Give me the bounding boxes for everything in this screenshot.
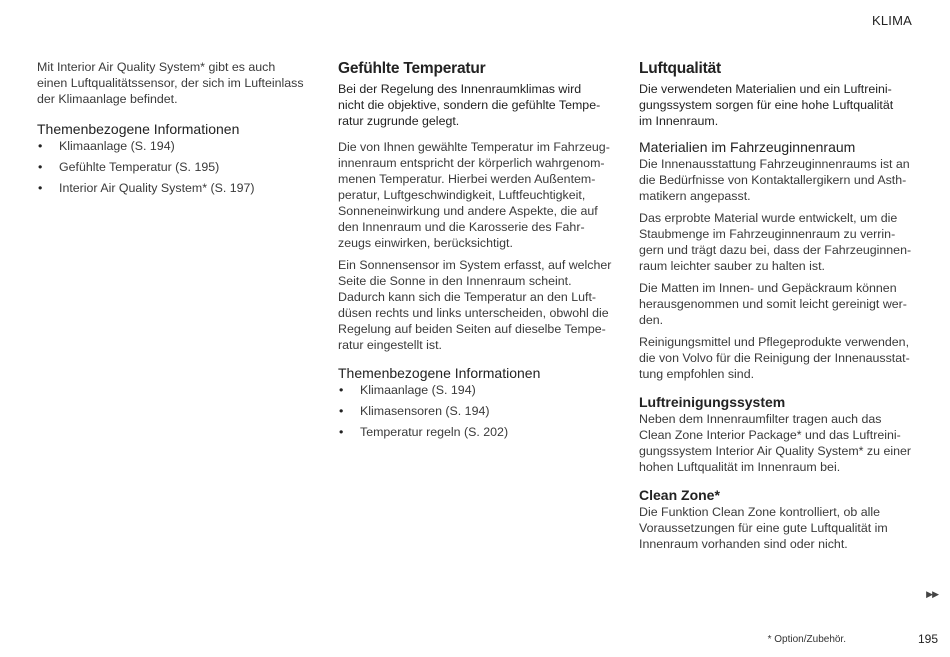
related-link-klimasensoren[interactable]: • Klimasensoren (S. 194)	[338, 403, 614, 419]
lead-paragraph: Die verwendeten Materialien und ein Luftreini- gungssystem sorgen für eine hohe Luftqualität im Innenraum.	[639, 82, 894, 128]
subheading-luftreinigungssystem: Luftreinigungssystem	[639, 394, 786, 410]
lead-paragraph: Bei der Regelung des Innenraumklimas wird nicht die objektive, sondern die gefühlte Tempe- ratur zugrunde gelegt.	[338, 82, 601, 128]
subheading-clean-zone: Clean Zone*	[639, 487, 720, 503]
column-left	[37, 58, 309, 201]
related-info-list	[37, 138, 309, 196]
body-paragraph: Ein Sonnensensor im System erfasst, auf welcher Seite die Sonne in den Innenraum scheint. Dadurch kann sich die Temperatur an den Luft- düsen rechts und links unterscheiden, obwohl die Regelung auf beiden Seiten auf dieselbe Tempe- ratur eingestellt ist.	[338, 258, 612, 352]
related-link-interior-air-quality[interactable]: • Interior Air Quality System* (S. 197)	[37, 180, 309, 196]
related-link-klimaanlage[interactable]: • Klimaanlage (S. 194)	[37, 138, 309, 154]
intro-paragraph: Mit Interior Air Quality System* gibt es auch einen Luftqualitätssensor, der sich im Lufteinlass der Klimaanlage befindet.	[37, 60, 304, 106]
related-info-heading: Themenbezogene Informationen	[37, 121, 240, 137]
subheading-materialien: Materialien im Fahrzeuginnenraum	[639, 139, 856, 155]
body-paragraph: Die Innenausstattung Fahrzeuginnenraums ist an die Bedürfnisse von Kontaktallergikern und Asth- matikern angepasst.	[639, 157, 910, 203]
section-heading-gefuehlte-temperatur: Gefühlte Temperatur	[338, 60, 486, 77]
continue-arrows-icon: ▶▶	[926, 589, 938, 599]
column-middle	[338, 58, 614, 445]
footnote: * Option/Zubehör.	[767, 634, 846, 645]
page-number: 195	[917, 632, 938, 646]
related-info-heading: Themenbezogene Informationen	[338, 365, 541, 381]
body-paragraph: Die Matten im Innen- und Gepäckraum können herausgenommen und somit leicht gereinigt wer- den.	[639, 281, 907, 327]
section-heading-luftqualitaet: Luftqualität	[639, 60, 721, 77]
section-title: KLIMA	[871, 13, 912, 28]
body-paragraph: Neben dem Innenraumfilter tragen auch das Clean Zone Interior Package* und das Luftreini- gungssystem Interior Air Quality System* zu einer hohen Luftqualität im Innenraum bei.	[639, 412, 912, 474]
body-paragraph: Die Funktion Clean Zone kontrolliert, ob alle Voraussetzungen für eine gute Luftqualität im Innenraum vorhanden sind oder nicht.	[639, 505, 888, 551]
related-link-klimaanlage[interactable]: • Klimaanlage (S. 194)	[338, 382, 614, 398]
related-link-temperatur-regeln[interactable]: • Temperatur regeln (S. 202)	[338, 424, 614, 440]
related-link-gefuehlte-temperatur[interactable]: • Gefühlte Temperatur (S. 195)	[37, 159, 309, 175]
body-paragraph: Reinigungsmittel und Pflegeprodukte verwenden, die von Volvo für die Reinigung der Innenausstat- tung empfohlen sind.	[639, 335, 910, 381]
body-paragraph: Die von Ihnen gewählte Temperatur im Fahrzeug- innenraum entspricht der körperlich wahrgenom- menen Temperatur. Hierbei werden Außentem- peratur, Luftgeschwindigkeit, Luftfeuchtigkeit, Sonneneinwirkung und andere Aspekte, die auf den Innenraum und die Karosserie des Fahr- zeugs einwirken, berücksichtigt.	[338, 140, 610, 250]
body-paragraph: Das erprobte Material wurde entwickelt, um die Staubmenge im Fahrzeuginnenraum zu verrin- gern und trägt dazu bei, dass der Fahrzeuginnen- raum leichter sauber zu halten ist.	[639, 211, 912, 273]
related-info-list	[338, 382, 614, 440]
column-right	[639, 58, 915, 558]
